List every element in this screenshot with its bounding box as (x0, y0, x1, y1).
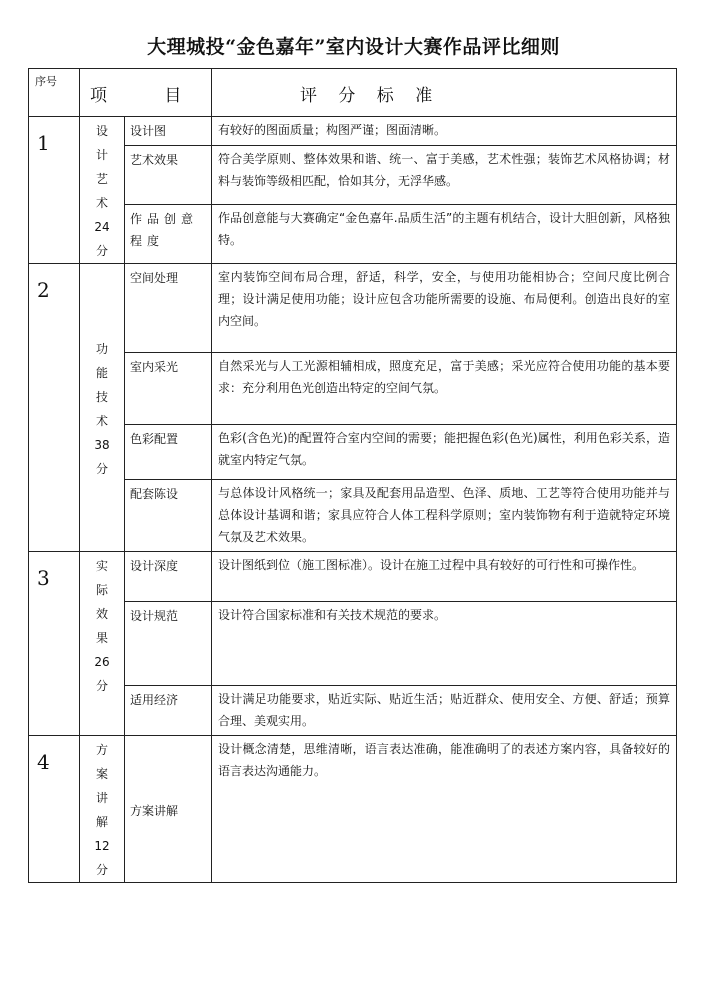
sub-item-label: 艺术效果 (125, 146, 212, 205)
table-row (29, 117, 677, 146)
category-char: 艺 (95, 172, 108, 186)
category-char: 果 (95, 631, 108, 645)
row-number: 3 (29, 552, 80, 736)
category-char: 术 (95, 413, 108, 428)
category-char: 解 (95, 815, 108, 829)
table-row (29, 686, 677, 736)
category-char: 案 (95, 767, 108, 781)
category-char: 分 (95, 863, 108, 877)
table-row (29, 602, 677, 686)
category-char: 讲 (95, 791, 108, 805)
category-char: 计 (95, 148, 108, 162)
category-char: 能 (95, 365, 108, 380)
category-char: 38 (94, 437, 110, 452)
sub-item-label: 作品创意程度 (125, 205, 212, 264)
criteria-text: 有较好的图面质量；构图严谨；图面清晰。 (212, 117, 677, 146)
category-char: 方 (95, 743, 108, 757)
category-char: 24 (94, 220, 110, 234)
table-row (29, 425, 677, 480)
criteria-text: 设计概念清楚，思维清晰，语言表达准确，能准确明了的表述方案内容，具备较好的语言表达沟通能力。 (212, 736, 677, 883)
category-char: 分 (95, 461, 108, 476)
sub-item-label: 室内采光 (125, 353, 212, 425)
criteria-text: 符合美学原则、整体效果和谐、统一、富于美感，艺术性强；装饰艺术风格协调；材料与装饰等级相匹配，恰如其分，无浮华感。 (212, 146, 677, 205)
category-char: 技 (95, 389, 108, 404)
table-row (29, 205, 677, 264)
header-no: 序号 (29, 69, 80, 117)
header-item: 项 目 (80, 69, 212, 117)
sub-item-label: 色彩配置 (125, 425, 212, 480)
category-char: 实 (95, 559, 108, 573)
row-number: 1 (29, 117, 80, 264)
row-number: 2 (29, 264, 80, 552)
category-char: 设 (95, 124, 108, 138)
table-row (29, 480, 677, 552)
table-row (29, 736, 677, 883)
category-cell (80, 552, 125, 736)
sub-item-label: 配套陈设 (125, 480, 212, 552)
sub-item-label: 适用经济 (125, 686, 212, 736)
category-cell (80, 117, 125, 264)
category-char: 际 (95, 583, 108, 597)
category-cell (80, 264, 125, 552)
criteria-text: 室内装饰空间布局合理，舒适，科学，安全，与使用功能相协合；空间尺度比例合理；设计满足使用功能；设计应包含功能所需要的设施、布局便利。创造出良好的室内空间。 (212, 264, 677, 353)
criteria-text: 设计满足功能要求，贴近实际、贴近生活；贴近群众、使用安全、方便、舒适；预算合理、美观实用。 (212, 686, 677, 736)
category-cell (80, 736, 125, 883)
criteria-text: 色彩(含色光)的配置符合室内空间的需要；能把握色彩(色光)属性，利用色彩关系，造就室内特定气氛。 (212, 425, 677, 480)
sub-item-label: 设计规范 (125, 602, 212, 686)
table-row (29, 353, 677, 425)
sub-item-label: 设计深度 (125, 552, 212, 602)
criteria-text: 自然采光与人工光源相辅相成，照度充足，富于美感；采光应符合使用功能的基本要求：充分利用色光创造出特定的空间气氛。 (212, 353, 677, 425)
table-row (29, 146, 677, 205)
category-char: 26 (94, 655, 110, 669)
table-row (29, 552, 677, 602)
category-char: 分 (95, 244, 108, 258)
table-header-row (29, 69, 677, 117)
criteria-text: 与总体设计风格统一；家具及配套用品造型、色泽、质地、工艺等符合使用功能并与总体设计基调和谐；家具应符合人体工程科学原则；室内装饰物有利于造就特定环境气氛及艺术效果。 (212, 480, 677, 552)
category-char: 分 (95, 679, 108, 693)
criteria-text: 设计符合国家标准和有关技术规范的要求。 (212, 602, 677, 686)
sub-item-label: 设计图 (125, 117, 212, 146)
criteria-text: 设计图纸到位（施工图标准）。设计在施工过程中具有较好的可行性和可操作性。 (212, 552, 677, 602)
category-char: 功 (95, 341, 108, 356)
header-criteria: 评 分 标 准 (212, 69, 677, 117)
scoring-table (28, 68, 677, 883)
category-char: 12 (94, 839, 110, 853)
document-title: 大理城投“金色嘉年”室内设计大赛作品评比细则 (147, 36, 560, 58)
table-row (29, 264, 677, 353)
category-char: 术 (95, 196, 108, 210)
row-number: 4 (29, 736, 80, 883)
sub-item-label: 空间处理 (125, 264, 212, 353)
sub-item-label: 方案讲解 (125, 736, 212, 883)
category-char: 效 (95, 607, 108, 621)
criteria-text: 作品创意能与大赛确定“金色嘉年.品质生活”的主题有机结合，设计大胆创新，风格独特。 (212, 205, 677, 264)
